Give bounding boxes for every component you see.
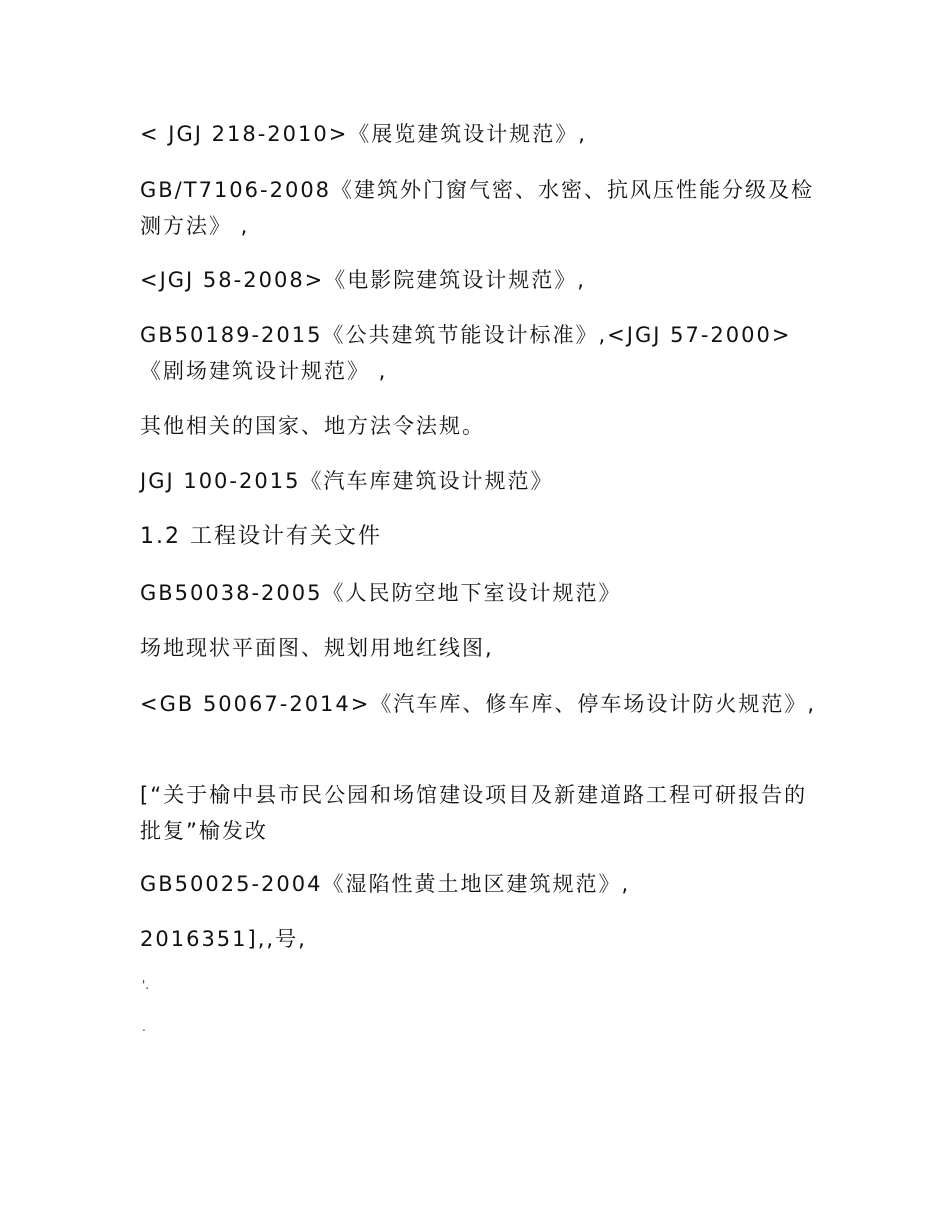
paragraph-jgj100: JGJ 100-2015《汽车库建筑设计规范》 [140,469,554,493]
paragraph-gbt7106: GB/T7106-2008《建筑外门窗气密、水密、抗风压性能分级及检测方法》 , [140,178,815,238]
paragraph-gb50038: GB50038-2005《人民防空地下室设计规范》 [140,581,622,605]
paragraph-gb50025: GB50025-2004《湿陷性黄土地区建筑规范》, [140,872,631,896]
section-heading-1-2: 1.2 工程设计有关文件 [140,524,382,549]
paragraph-jgj218: < JGJ 218-2010>《展览建筑设计规范》, [140,122,587,146]
paragraph-other-regulations: 其他相关的国家、地方法令法规。 [140,414,485,438]
paragraph-document-number: 2016351],,号, [140,927,307,951]
paragraph-site-plan: 场地现状平面图、规划用地红线图, [140,636,494,660]
paragraph-gb50067: <GB 50067-2014>《汽车库、修车库、停车场设计防火规范》, [140,692,817,716]
paragraph-gb50189: GB50189-2015《公共建筑节能设计标准》,<JGJ 57-2000> 《剧场建筑设计规范》 , [140,323,792,383]
paragraph-jgj58: <JGJ 58-2008>《电影院建筑设计规范》, [140,268,586,292]
paragraph-approval-reply: [“关于榆中县市民公园和场馆建设项目及新建道路工程可研报告的批复”榆发改 [140,783,808,843]
stray-mark-2: . [142,1020,146,1034]
stray-mark-1: '. [142,978,150,992]
